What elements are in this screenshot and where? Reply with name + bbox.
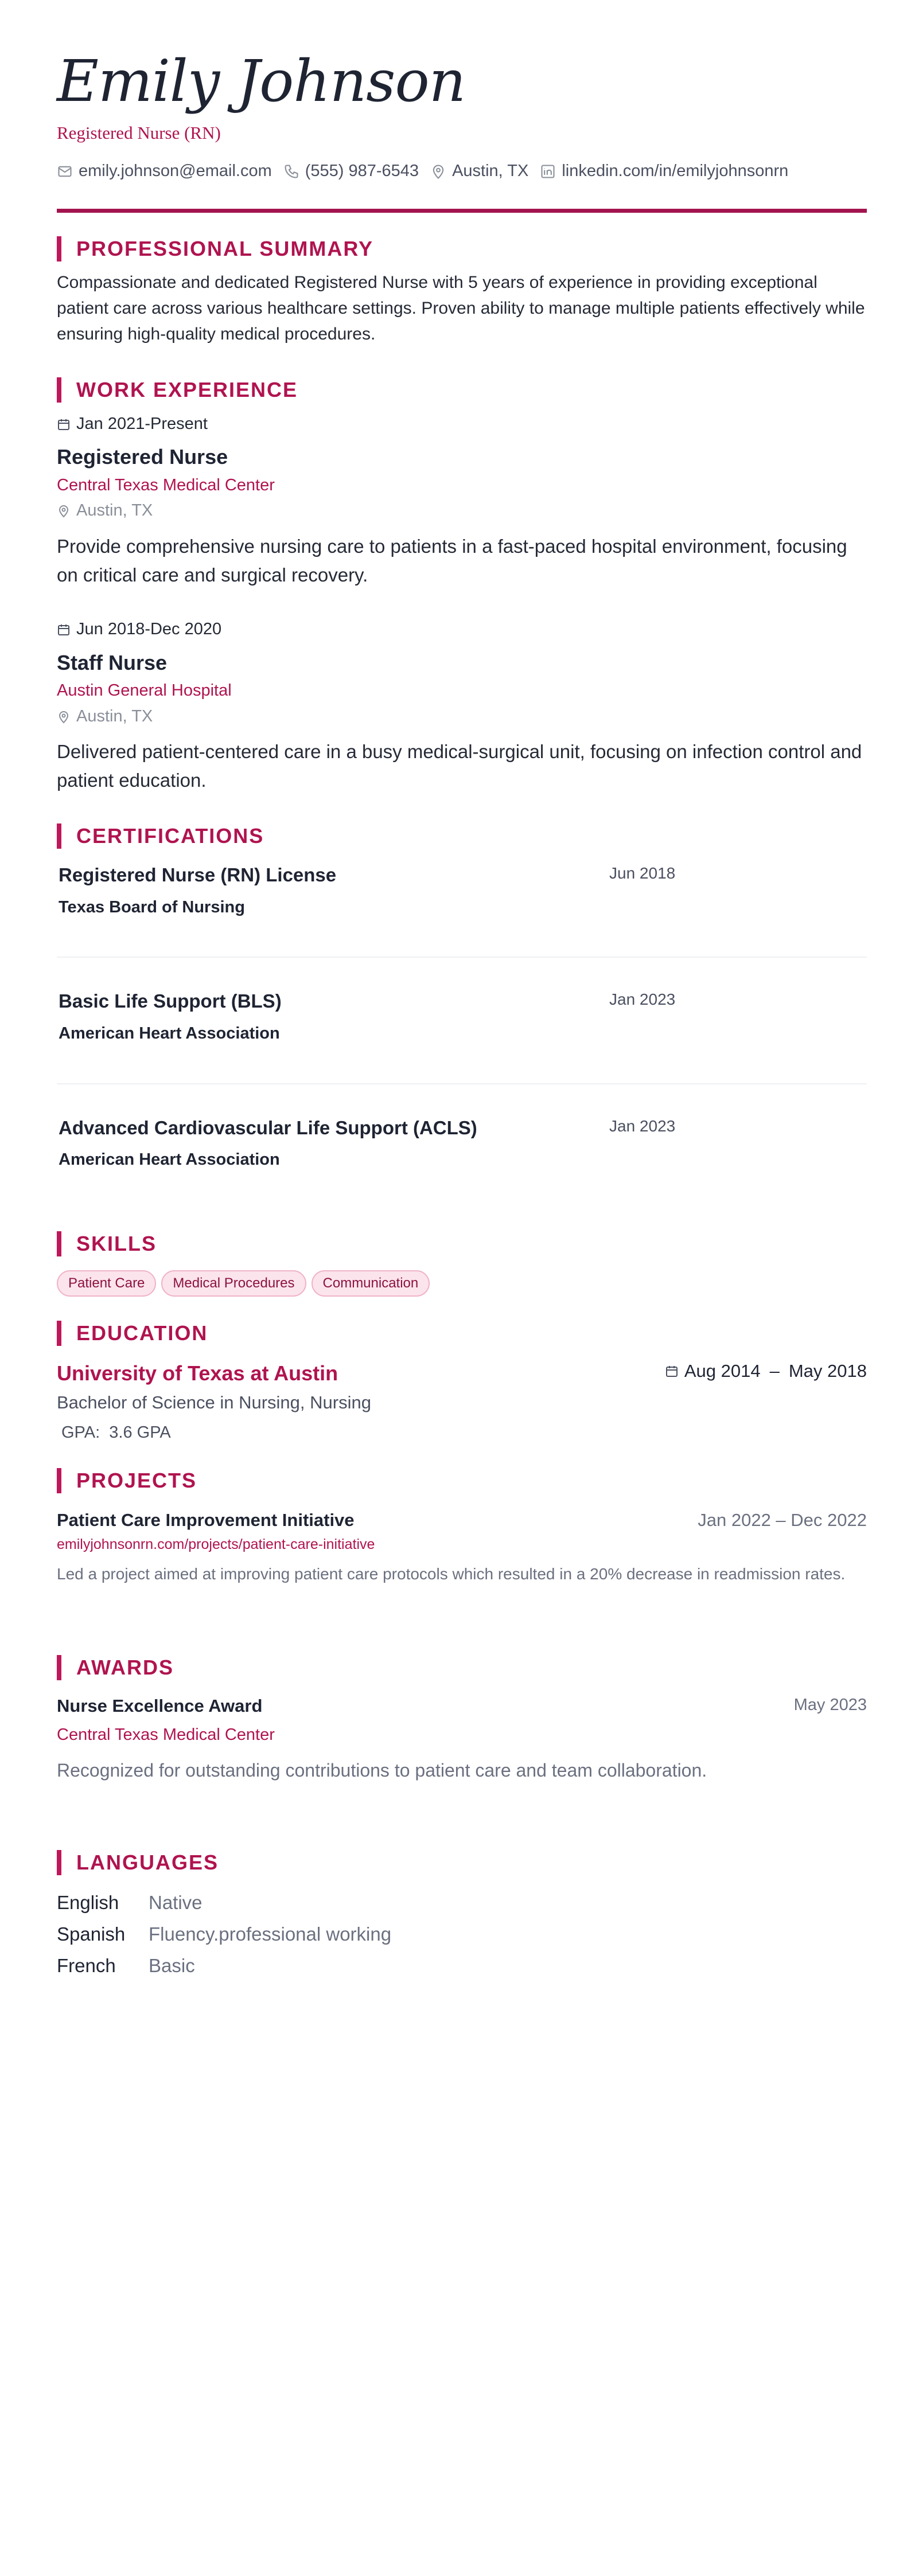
job-description: Provide comprehensive nursing care to patients in a fast-paced hospital environment, focusing on critical care and surgical recovery. (57, 536, 847, 586)
job-company: Austin General Hospital (57, 681, 232, 700)
education-degree: Bachelor of Science in Nursing, Nursing (57, 1392, 371, 1412)
linkedin-icon (540, 163, 556, 179)
job-title: Staff Nurse (57, 651, 168, 674)
section-accent-bar (57, 1468, 61, 1493)
job-location (57, 501, 153, 520)
project-title: Patient Care Improvement Initiative (57, 1510, 355, 1530)
contact-linkedin-text: linkedin.com/in/emilyjohnsonrn (562, 162, 789, 180)
job-description: Delivered patient-centered care in a busy medical-surgical unit, focusing on infection control and patient education. (57, 741, 862, 791)
cert-issuer: American Heart Association (59, 1024, 280, 1043)
mail-icon (57, 163, 73, 179)
calendar-icon (57, 623, 71, 637)
section-heading-certifications (57, 823, 264, 849)
cert-issuer: American Heart Association (59, 1150, 280, 1169)
map-pin-icon (430, 163, 446, 179)
section-accent-bar (57, 1655, 61, 1680)
calendar-icon (57, 417, 71, 431)
phone-icon (283, 163, 299, 179)
cert-issuer: Texas Board of Nursing (59, 898, 245, 916)
contact-location (430, 162, 528, 181)
cert-date: Jun 2018 (609, 864, 676, 882)
cert-date: Jan 2023 (609, 990, 676, 1008)
job-dates (57, 620, 221, 639)
award-date: May 2023 (793, 1696, 867, 1714)
skill-chip: Communication (312, 1270, 430, 1297)
header-divider (57, 209, 867, 213)
contact-bar (57, 162, 800, 181)
skills-list (57, 1270, 435, 1297)
section-heading-projects (57, 1468, 197, 1493)
job-location-text: Austin, TX (76, 501, 153, 520)
language-name: Spanish (57, 1923, 126, 1945)
job-dates (57, 415, 208, 434)
cert-divider (57, 957, 867, 958)
language-name: French (57, 1954, 116, 1976)
section-accent-bar (57, 1321, 61, 1346)
cert-name: Advanced Cardiovascular Life Support (ACLS) (59, 1117, 477, 1138)
job-location-text: Austin, TX (76, 707, 153, 725)
job-location (57, 707, 153, 726)
section-heading-text: WORK EXPERIENCE (76, 378, 298, 401)
section-heading-text: PROFESSIONAL SUMMARY (76, 237, 374, 260)
candidate-name: Emily Johnson (57, 48, 466, 115)
cert-date: Jan 2023 (609, 1117, 676, 1135)
languages-list (57, 1887, 391, 1981)
contact-location-text: Austin, TX (452, 162, 529, 180)
language-level: Native (149, 1891, 203, 1913)
education-start: Aug 2014 (684, 1361, 761, 1381)
section-heading-summary (57, 236, 373, 261)
education-date-separator: – (769, 1361, 780, 1381)
contact-linkedin[interactable] (540, 162, 788, 181)
job-dates-text: Jun 2018-Dec 2020 (76, 620, 222, 638)
language-name: English (57, 1891, 119, 1913)
job-company: Central Texas Medical Center (57, 476, 275, 494)
language-row (57, 1950, 391, 1981)
language-level: Fluency.professional working (149, 1923, 392, 1945)
education-school: University of Texas at Austin (57, 1361, 338, 1385)
map-pin-icon (57, 710, 71, 724)
section-heading-education (57, 1321, 208, 1346)
award-title: Nurse Excellence Award (57, 1696, 263, 1716)
contact-phone[interactable] (283, 162, 419, 181)
gpa-value: 3.6 GPA (109, 1423, 171, 1442)
cert-name: Registered Nurse (RN) License (59, 864, 337, 885)
contact-email-text: emily.johnson@email.com (79, 162, 272, 180)
education-dates (665, 1361, 867, 1381)
language-row (57, 1887, 391, 1918)
cert-divider (57, 1083, 867, 1084)
project-dates: Jan 2022 – Dec 2022 (698, 1510, 867, 1530)
section-heading-languages (57, 1850, 219, 1875)
project-link[interactable]: emilyjohnsonrn.com/projects/patient-care-initiative (57, 1536, 375, 1552)
job-title: Registered Nurse (57, 445, 228, 469)
section-heading-text: LANGUAGES (76, 1851, 219, 1874)
section-heading-skills (57, 1231, 157, 1256)
section-heading-text: EDUCATION (76, 1321, 208, 1345)
award-organization: Central Texas Medical Center (57, 1726, 275, 1744)
award-description: Recognized for outstanding contributions to patient care and team collaboration. (57, 1760, 707, 1781)
section-heading-text: PROJECTS (76, 1469, 197, 1492)
map-pin-icon (57, 504, 71, 518)
calendar-icon (665, 1364, 679, 1378)
section-heading-experience (57, 377, 298, 403)
skill-chip: Medical Procedures (161, 1270, 306, 1297)
section-accent-bar (57, 1850, 61, 1875)
candidate-title: Registered Nurse (RN) (57, 123, 221, 143)
skill-chip: Patient Care (57, 1270, 156, 1297)
gpa-label: GPA: (61, 1423, 100, 1442)
language-row (57, 1918, 391, 1950)
section-accent-bar (57, 377, 61, 403)
project-description: Led a project aimed at improving patient care protocols which resulted in a 20% decrease in readmission rates. (57, 1565, 846, 1583)
cert-name: Basic Life Support (BLS) (59, 990, 282, 1012)
education-gpa (61, 1423, 171, 1442)
education-end: May 2018 (788, 1361, 867, 1381)
contact-email[interactable] (57, 162, 272, 181)
section-heading-text: AWARDS (76, 1656, 174, 1679)
section-heading-awards (57, 1655, 174, 1680)
job-dates-text: Jan 2021-Present (76, 415, 208, 433)
section-heading-text: CERTIFICATIONS (76, 824, 264, 848)
section-accent-bar (57, 236, 61, 261)
contact-phone-text: (555) 987-6543 (305, 162, 419, 180)
section-heading-text: SKILLS (76, 1232, 157, 1255)
section-accent-bar (57, 823, 61, 849)
section-accent-bar (57, 1231, 61, 1256)
summary-text: Compassionate and dedicated Registered Nurse with 5 years of experience in providing exceptional patient care across various healthcare settings. Proven ability to manage multiple patients effectively while ensuring high-quality medical procedures. (57, 273, 865, 344)
language-level: Basic (149, 1954, 195, 1976)
